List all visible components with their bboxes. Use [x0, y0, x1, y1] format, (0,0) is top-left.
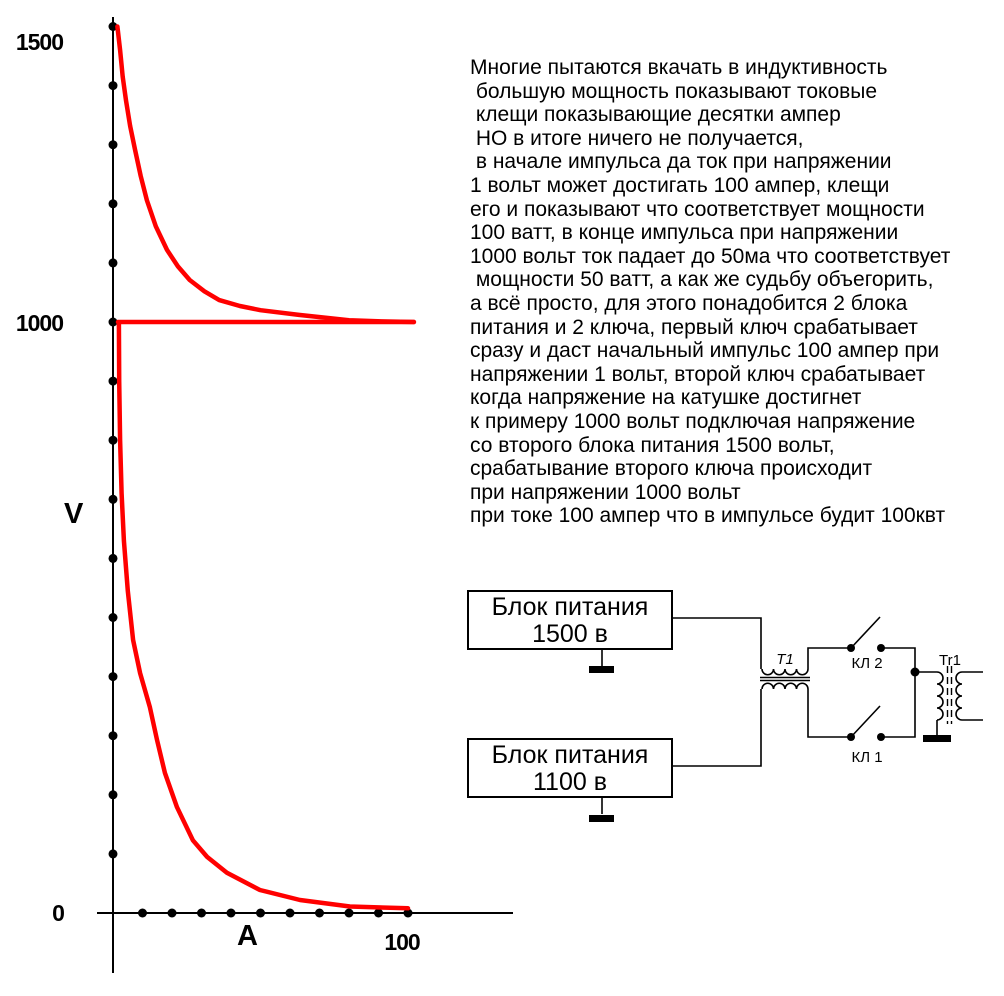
annotation-line: к примеру 1000 вольт подключая напряжение [470, 409, 916, 433]
annotation-line: его и показывают что соответствует мощности [470, 197, 925, 221]
ground-symbol [923, 735, 951, 742]
y-tick-label-1500: 1500 [15, 29, 63, 55]
annotation-text-block [470, 56, 950, 528]
annotation-line: когда напряжение на катушке достигнет [470, 386, 862, 410]
psu1-name-line: Блок питания [491, 593, 649, 621]
y-axis-dot [109, 199, 118, 208]
annotation-line: клещи показывающие десятки ампер [470, 103, 841, 127]
annotation-line: а всё просто, для этого понадобится 2 блока [470, 291, 908, 315]
x-axis-title-amps: A [237, 920, 258, 952]
psu2-value-line: 1100 в [533, 768, 607, 796]
y-axis-dot [109, 258, 118, 267]
switch-kl2-label: КЛ 2 [851, 655, 883, 672]
wire [673, 618, 761, 669]
t1-bottom-winding [762, 683, 808, 689]
y-axis-dot [109, 731, 118, 740]
curve-decay-1500-to-1000 [117, 27, 414, 323]
y-axis-dot [109, 495, 118, 504]
x-tick-label-100: 100 [384, 929, 420, 955]
x-axis-dot [315, 909, 324, 918]
transformer-t1-label: T1 [776, 651, 794, 668]
tr1-right-winding [956, 672, 962, 720]
annotation-line: при токе 100 ампер что в импульсе будит 100квт [470, 504, 946, 528]
annotation-line: большую мощность показывают токовые [470, 79, 878, 103]
x-axis-dot [374, 909, 383, 918]
y-axis-dot [109, 140, 118, 149]
y-axis-dot [109, 377, 118, 386]
annotation-line: сразу и даст начальный импульс 100 ампер при [470, 339, 940, 363]
power-supply-box-1100 [467, 738, 673, 798]
x-axis-dot [168, 909, 177, 918]
y-axis-dot [109, 554, 118, 563]
ground-symbol [589, 815, 614, 822]
annotation-line: в начале импульса да ток при напряжении [470, 150, 892, 174]
y-axis-title-volts: V [64, 498, 84, 530]
y-axis-dot [109, 672, 118, 681]
switch-kl2-blade [851, 617, 880, 648]
x-axis-dot [138, 909, 147, 918]
y-axis-dot [109, 790, 118, 799]
switch-contact-dot [877, 733, 885, 741]
psu1-value-line: 1500 в [532, 620, 608, 648]
ground-symbol [589, 666, 614, 673]
switch-kl1-blade [851, 706, 880, 737]
annotation-line: срабатывание второго ключа происходит [470, 457, 873, 481]
junction-dot [911, 668, 920, 677]
annotation-line: 100 ватт, в конце импульса при напряжении [470, 221, 899, 245]
x-axis-dot [227, 909, 236, 918]
switch-contact-dot [877, 644, 885, 652]
annotation-line: НО в итоге ничего не получается, [470, 126, 804, 150]
annotation-line: мощности 50 ватт, а как же судьбу объегорить, [470, 268, 934, 292]
psu2-name-line: Блок питания [491, 741, 649, 769]
y-axis-dot [109, 613, 118, 622]
x-axis-dot [197, 909, 206, 918]
transformer-tr1-label: Tr1 [939, 652, 961, 669]
annotation-line: Многие пытаются вкачать в индуктивность [470, 56, 888, 79]
annotation-line: при напряжении 1000 вольт [470, 480, 741, 504]
y-axis-dot [109, 436, 118, 445]
tr1-left-winding [937, 672, 943, 720]
annotation-line: со второго блока питания 1500 вольт, [470, 433, 835, 457]
t1-top-winding [762, 669, 808, 675]
annotation-line: 1000 вольт ток падает до 50ма что соответствует [470, 244, 951, 268]
power-supply-box-1500 [467, 590, 673, 650]
y-axis-dot [109, 849, 118, 858]
annotation-line: напряжении 1 вольт, второй ключ срабатывает [470, 362, 926, 386]
wire [673, 689, 761, 766]
y-axis-dot [109, 81, 118, 90]
x-axis-dot [345, 909, 354, 918]
curve-decay-1000-to-0 [119, 324, 408, 909]
x-axis-dot [256, 909, 265, 918]
x-axis-dot [286, 909, 295, 918]
wire [808, 689, 851, 737]
switch-kl1-label: КЛ 1 [851, 749, 883, 766]
y-tick-label-1000: 1000 [15, 310, 63, 336]
annotation-line: 1 вольт может достигать 100 ампер, клещи [470, 173, 890, 197]
y-tick-label-0: 0 [52, 900, 64, 926]
annotation-line: питания и 2 ключа, первый ключ срабатывает [470, 315, 918, 339]
